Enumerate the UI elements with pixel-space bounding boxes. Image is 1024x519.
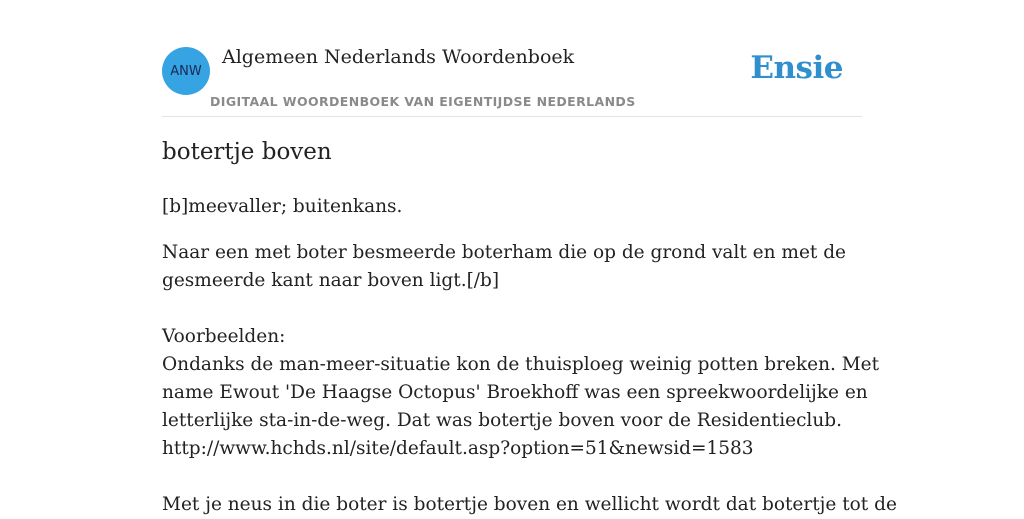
anw-logo[interactable]: ANW [162, 47, 210, 95]
site-header [162, 0, 862, 117]
page [162, 0, 897, 515]
paragraph-gap [162, 463, 862, 491]
example-line: name Ewout 'De Haagse Octopus' Broekhoff was een spreekwoordelijke en [162, 382, 868, 403]
example-line: Ondanks de man-meer-situatie kon de thuisploeg weinig potten breken. Met [162, 354, 880, 375]
explanation-line: Naar een met boter besmeerde boterham die op de grond valt en met de [162, 242, 847, 263]
entry-definition: [b]meevaller; buitenkans. [162, 196, 403, 217]
explanation-line: gesmeerde kant naar boven ligt.[/b] [162, 270, 500, 291]
examples-label: Voorbeelden: [162, 326, 286, 347]
site-title[interactable]: Algemeen Nederlands Woordenboek [222, 46, 575, 68]
example-source-url: http://www.hchds.nl/site/default.asp?option=51&newsid=1583 [162, 438, 754, 459]
example-line: Met je neus in die boter is botertje boven en wellicht wordt dat botertje tot de [162, 494, 897, 515]
example-line: letterlijke sta-in-de-weg. Dat was botertje boven voor de Residentieclub. [162, 410, 842, 431]
site-subtitle: DIGITAAL WOORDENBOEK VAN EIGENTIJDSE NEDERLANDS [210, 94, 636, 109]
paragraph-gap [162, 295, 862, 323]
entry-body [162, 239, 897, 519]
ensie-brand-link[interactable]: Ensie [750, 50, 843, 86]
entry-title: botertje boven [162, 139, 332, 165]
